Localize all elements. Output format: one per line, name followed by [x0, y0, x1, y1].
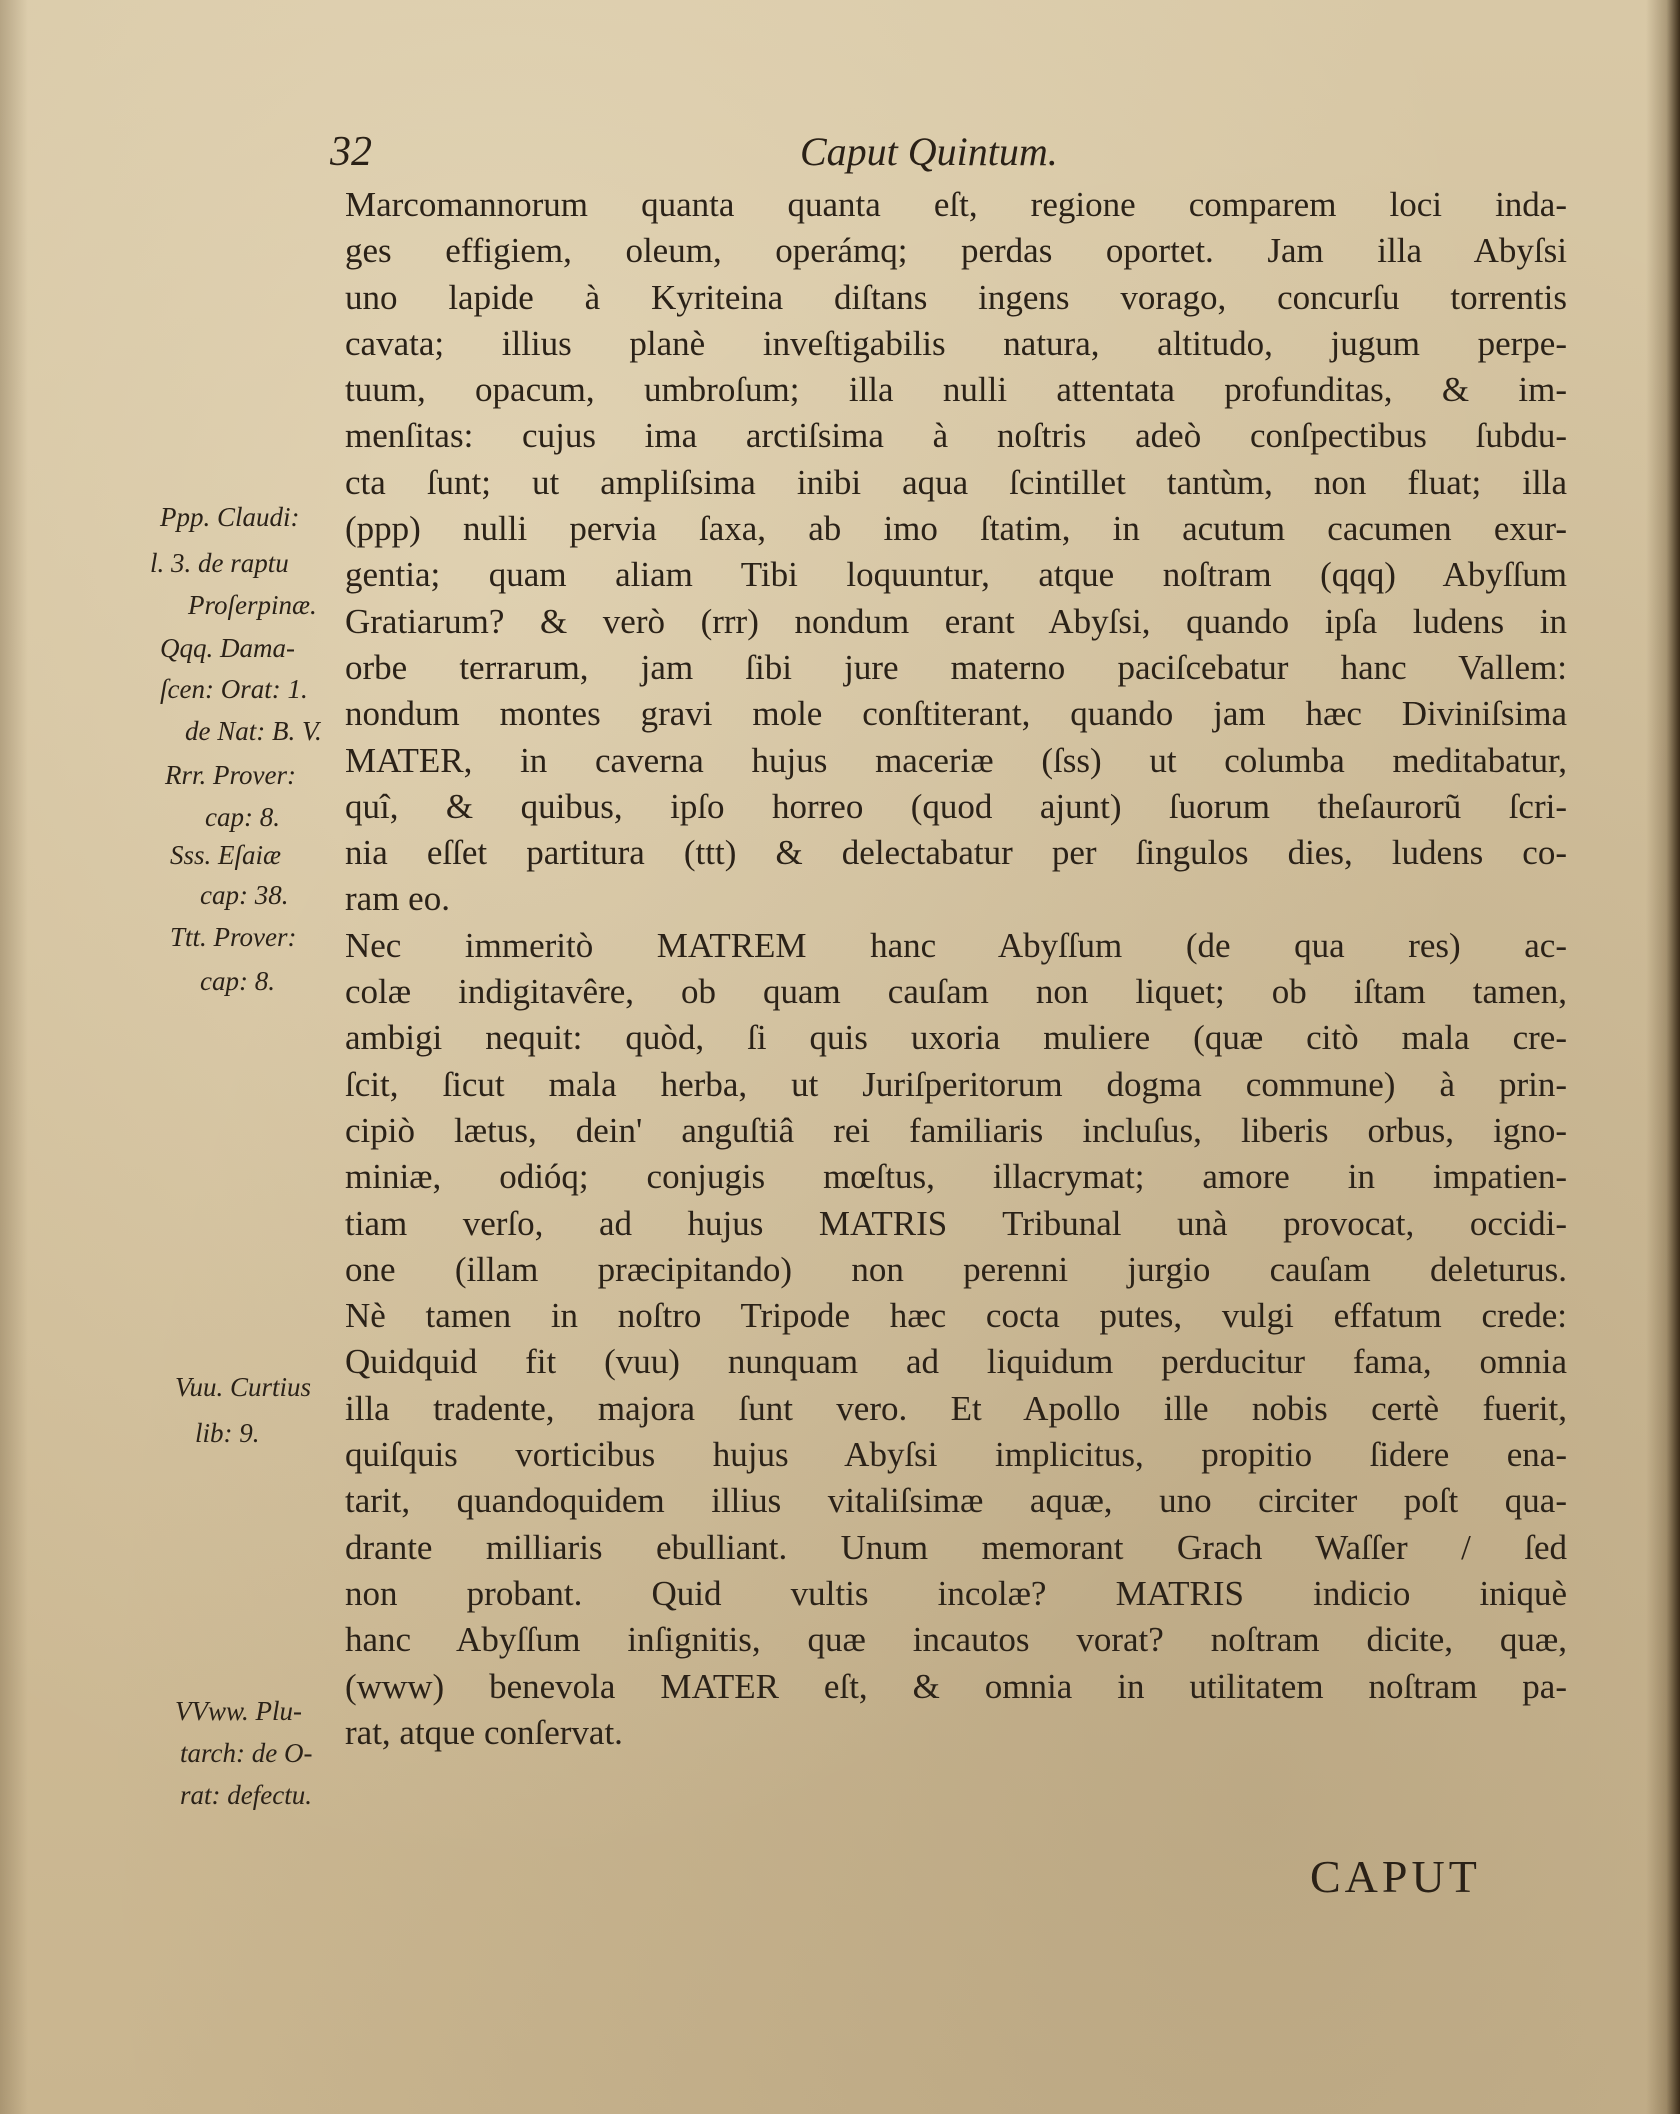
text-line: colæ indigitavêre, ob quam cauſam non liquet; ob iſtam tamen, [345, 972, 1567, 1012]
text-line: one (illam præcipitando) non perenni jurgio cauſam deleturus. [345, 1249, 1567, 1289]
text-line: tuum, opacum, umbroſum; illa nulli attentata profunditas, & im- [345, 370, 1567, 410]
text-line: tiam verſo, ad hujus MATRIS Tribunal unà provocat, occidi- [345, 1203, 1567, 1243]
margin-note: de Nat: B. V. [185, 716, 322, 746]
text-line: drante milliaris ebulliant. Unum memorant Grach Waſſer / ſed [345, 1527, 1567, 1567]
page-left-edge-shadow [0, 0, 28, 2114]
text-line: MATER, in caverna hujus maceriæ (ſss) ut columba meditabatur, [345, 740, 1567, 780]
margin-note: lib: 9. [195, 1418, 260, 1448]
catchword: CAPUT [1310, 1851, 1481, 1902]
margin-note: ſcen: Orat: 1. [160, 674, 308, 704]
margin-note: Ppp. Claudi: [160, 502, 300, 532]
text-line: Nec immeritò MATREM hanc Abyſſum (de qua res) ac- [345, 925, 1567, 965]
text-line: ram eo. [345, 879, 450, 919]
margin-note: cap: 38. [200, 880, 289, 910]
text-line: (ppp) nulli pervia ſaxa, ab imo ſtatim, in acutum cacumen exur- [345, 509, 1567, 549]
text-line: cipiò lætus, dein' anguſtiâ rei familiaris incluſus, liberis orbus, igno- [345, 1110, 1567, 1150]
text-line: rat, atque conſervat. [345, 1712, 623, 1752]
margin-note: Ttt. Prover: [170, 922, 297, 952]
text-line: Quidquid fit (vuu) nunquam ad liquidum perducitur fama, omnia [345, 1342, 1567, 1382]
text-line: menſitas: cujus ima arctiſsima à noſtris adeò conſpectibus ſubdu- [345, 416, 1567, 456]
text-line: cta ſunt; ut ampliſsima inibi aqua ſcintillet tantùm, non fluat; illa [345, 462, 1567, 502]
margin-note: Proſerpinæ. [188, 590, 317, 620]
text-line: ges effigiem, oleum, operámq; perdas oportet. Jam illa Abyſsi [345, 231, 1567, 271]
text-line: non probant. Quid vultis incolæ? MATRIS indicio iniquè [345, 1573, 1567, 1613]
text-line: tarit, quandoquidem illius vitaliſsimæ aquæ, uno circiter poſt qua- [345, 1481, 1567, 1521]
page-header [330, 128, 1570, 188]
text-line: cavata; illius planè inveſtigabilis natura, altitudo, jugum perpe- [345, 323, 1567, 363]
text-line: (www) benevola MATER eſt, & omnia in utilitatem noſtram pa- [345, 1666, 1567, 1706]
margin-note: cap: 8. [205, 802, 280, 832]
text-line: quiſquis vorticibus hujus Abyſsi implicitus, propitio ſidere ena- [345, 1435, 1567, 1475]
margin-note: Qqq. Dama- [160, 633, 295, 663]
text-line: quî, & quibus, ipſo horreo (quod ajunt) ſuorum theſaurorũ ſcri- [345, 786, 1567, 826]
margin-note: l. 3. de raptu [150, 548, 289, 578]
text-line: illa tradente, majora ſunt vero. Et Apollo ille nobis certè fuerit, [345, 1388, 1567, 1428]
margin-note: Vuu. Curtius [175, 1372, 312, 1402]
text-line: orbe terrarum, jam ſibi jure materno paciſcebatur hanc Vallem: [345, 647, 1567, 687]
main-text-block [345, 182, 1567, 1756]
margin-note: rat: defectu. [180, 1780, 312, 1810]
margin-note: Rrr. Prover: [165, 760, 296, 790]
page-right-edge-shadow [1646, 0, 1680, 2114]
margin-note: Sss. Eſaiæ [170, 840, 282, 870]
text-line: miniæ, odióq; conjugis mœſtus, illacrymat; amore in impatien- [345, 1157, 1567, 1197]
page-number: 32 [330, 129, 372, 175]
running-head: Caput Quintum. [800, 129, 1058, 174]
text-line: ſcit, ſicut mala herba, ut Juriſperitorum dogma commune) à prin- [345, 1064, 1567, 1104]
margin-note: cap: 8. [200, 966, 275, 996]
text-line: nia eſſet partitura (ttt) & delectabatur per ſingulos dies, ludens co- [345, 833, 1567, 873]
text-line: nondum montes gravi mole conſtiterant, quando jam hæc Diviniſsima [345, 694, 1567, 734]
text-line: Gratiarum? & verò (rrr) nondum erant Abyſsi, quando ipſa ludens in [345, 601, 1567, 641]
text-line: Marcomannorum quanta quanta eſt, regione comparem loci inda- [345, 185, 1567, 224]
margin-note: VVww. Plu- [175, 1696, 302, 1726]
text-line: hanc Abyſſum inſignitis, quæ incautos vorat? noſtram dicite, quæ, [345, 1620, 1567, 1660]
text-line: Nè tamen in noſtro Tripode hæc cocta putes, vulgi effatum crede: [345, 1296, 1567, 1336]
text-line: ambigi nequit: quòd, ſi quis uxoria muliere (quæ citò mala cre- [345, 1018, 1567, 1058]
text-line: gentia; quam aliam Tibi loquuntur, atque noſtram (qqq) Abyſſum [345, 555, 1567, 595]
text-line: uno lapide à Kyriteina diſtans ingens vorago, concurſu torrentis [345, 277, 1567, 317]
margin-note: tarch: de O- [180, 1738, 313, 1768]
